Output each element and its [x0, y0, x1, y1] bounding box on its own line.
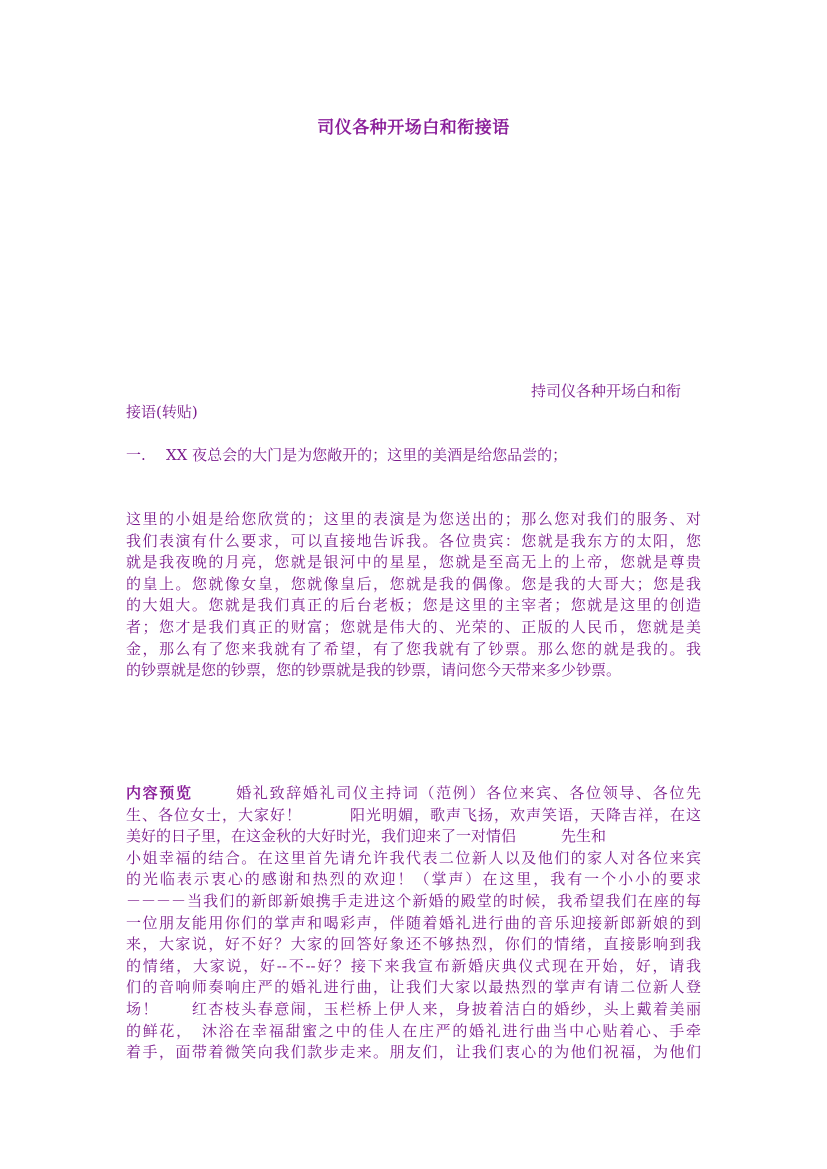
- paragraph-1-line: 者；您才是我们真正的财富；您就是伟大的、光荣的、正版的人民币，您就是美: [126, 617, 701, 636]
- paragraph-2-line: 们的音响师奏响庄严的婚礼进行曲，让我们大家以最热烈的掌声有请二位新人登: [126, 978, 701, 997]
- paragraph-2: [126, 783, 701, 1064]
- section-one-text: XX 夜总会的大门是为您敞开的；这里的美酒是给您品尝的；: [166, 446, 568, 464]
- subtitle-line-1: 持司仪各种开场白和衔: [531, 382, 682, 400]
- paragraph-2-line: 的情绪，大家说，好--不--好？接下来我宣布新婚庆典仪式现在开始，好，请我: [126, 956, 701, 975]
- paragraph-2-line: 婚礼致辞婚礼司仪主持词（范例）各位来宾、各位领导、各位先: [234, 784, 701, 802]
- paragraph-1-line: 我们表演有什么要求，可以直接地告诉我。各位贵宾：您就是我东方的太阳，您: [126, 531, 701, 550]
- section-one: [126, 445, 567, 465]
- paragraph-2-line: 来，大家说，好不好？大家的回答好象还不够热烈，你们的情绪，直接影响到我: [126, 935, 701, 954]
- paragraph-1: [126, 509, 701, 682]
- paragraph-2-line: 场！ 红杏枝头春意闹，玉栏桥上伊人来，身披着洁白的婚纱，头上戴着美丽: [126, 999, 701, 1018]
- document-title: 司仪各种开场白和衔接语: [317, 118, 510, 138]
- preview-label: 内容预览: [126, 784, 193, 802]
- paragraph-2-line: 小姐幸福的结合。在这里首先请允许我代表二位新人以及他们的家人对各位来宾: [126, 848, 701, 867]
- paragraph-2-line: 的鲜花， 沐浴在幸福甜蜜之中的佳人在庄严的婚礼进行曲当中心贴着心、手牵: [126, 1021, 701, 1040]
- paragraph-2-line: 生、各位女士，大家好！ 阳光明媚，歌声飞扬，欢声笑语，天降吉祥，在这: [126, 805, 701, 824]
- paragraph-2-line: 的光临表示衷心的感谢和热烈的欢迎！（掌声）在这里，我有一个小小的要求: [126, 870, 701, 889]
- paragraph-2-first-line: [126, 783, 701, 805]
- paragraph-1-line: 金，那么有了您来我就有了希望，有了您我就有了钞票。那么您的就是我的。我: [126, 639, 701, 658]
- paragraph-2-line: 着手，面带着微笑向我们款步走来。朋友们，让我们衷心的为他们祝福，为他们: [126, 1043, 701, 1062]
- paragraph-2-line: 美好的日子里，在这金秋的大好时光，我们迎来了一对情侣 先生和: [126, 827, 607, 846]
- subtitle-line-2: 接语(转贴): [126, 403, 198, 421]
- paragraph-1-line: 的皇上。您就像女皇，您就像皇后，您就是我的偶像。您是我的大哥大；您是我: [126, 574, 701, 593]
- paragraph-1-line: 的大姐大。您就是我们真正的后台老板；您是这里的主宰者；您就是这里的创造: [126, 596, 701, 615]
- section-one-number: 一.: [126, 446, 146, 464]
- paragraph-2-line: 一位朋友能用你们的掌声和喝彩声，伴随着婚礼进行曲的音乐迎接新郎新娘的到: [126, 913, 701, 932]
- paragraph-1-line: 的钞票就是您的钞票，您的钞票就是我的钞票，请问您今天带来多少钞票。: [126, 661, 622, 680]
- paragraph-1-line: 就是我夜晚的月亮，您就是银河中的星星，您就是至高无上的上帝，您就是尊贵: [126, 553, 701, 572]
- paragraph-1-line: 这里的小姐是给您欣赏的；这里的表演是为您送出的；那么您对我们的服务、对: [126, 510, 701, 528]
- paragraph-2-line: －－－－当我们的新郎新娘携手走进这个新婚的殿堂的时候，我希望我们在座的每: [126, 891, 701, 910]
